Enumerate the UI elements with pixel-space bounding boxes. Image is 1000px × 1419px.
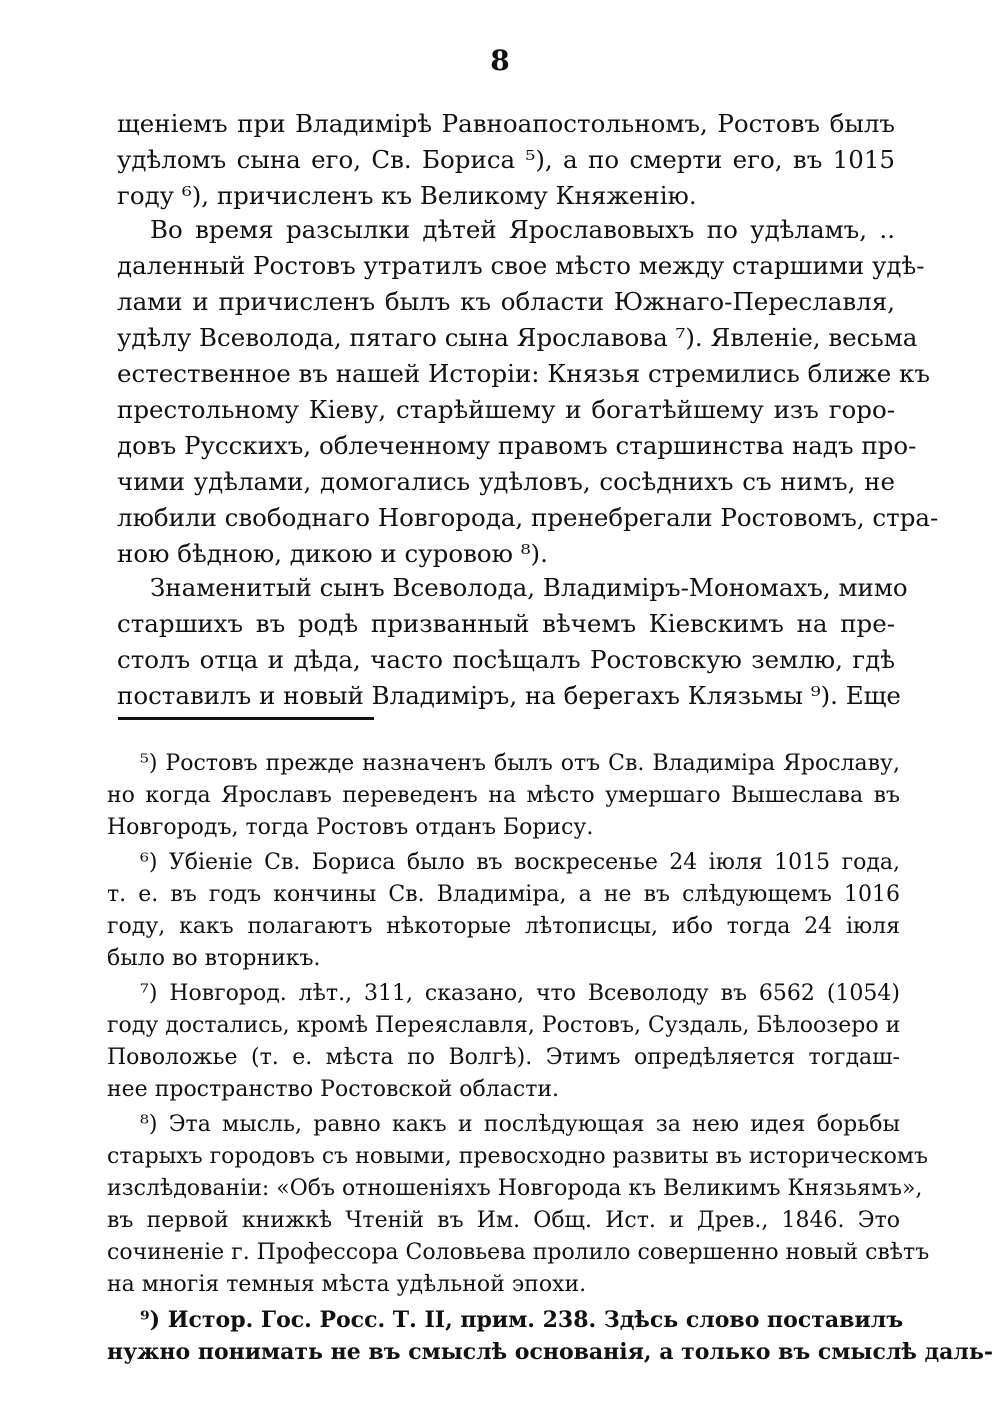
text-line: чими удѣлами, домогались удѣловъ, сосѣднихъ съ нимъ, не [117,467,895,496]
text-line: любили свободнаго Новгорода, пренебрегали Ростовомъ, стра- [117,503,939,532]
footnote-line: Поволожье (т. е. мѣста по Волгѣ). Этимъ опредѣляется тогдаш- [107,1045,900,1070]
text-line: Знаменитый сынъ Всеволода, Владимiръ-Мономахъ, мимо [150,573,908,602]
footnote-line: старыхъ городовъ съ новыми, превосходно развиты въ историческомъ [107,1144,928,1169]
text-line: лами и причисленъ былъ къ области Южнаго-Переславля, [117,287,895,316]
footnote-line: году достались, кромѣ Переяславля, Ростовъ, Суздаль, Бѣлоозеро и [107,1013,901,1038]
footnote-separator [118,717,374,720]
footnote-line: ⁹) Истор. Гос. Росс. Т. II, прим. 238. Здѣсь слово поставилъ [140,1307,904,1333]
text-line: столъ отца и дѣда, часто посѣщалъ Ростовскую землю, гдѣ [117,645,895,674]
footnote-line: ⁸) Эта мысль, равно какъ и послѣдующая за нею идея борьбы [140,1112,900,1137]
page-number: 8 [490,44,510,77]
text-line: году ⁶), причисленъ къ Великому Княженiю. [117,181,697,210]
text-line: даленный Ростовъ утратилъ свое мѣсто между старшими удѣ- [117,251,925,280]
footnote-line: ⁶) Убiенiе Св. Бориса было въ воскресенье 24 iюля 1015 года, [140,850,900,875]
text-line: поставилъ и новый Владимiръ, на берегахъ Клязьмы ⁹). Еще [117,681,901,710]
footnote-line: ⁷) Новгород. лѣт., 311, сказано, что Всеволоду въ 6562 (1054) [140,981,900,1006]
footnote-line: было во вторникъ. [107,946,321,971]
text-line: старшихъ въ родѣ призванный вѣчемъ Кiевскимъ на пре- [117,609,895,638]
footnote-line: въ первой книжкѣ Чтенiй въ Им. Общ. Ист. и Древ., 1846. Это [107,1208,900,1233]
footnote-line: ⁵) Ростовъ прежде назначенъ былъ отъ Св. Владимiра Ярославу, [140,751,900,776]
footnote-line: но когда Ярославъ переведенъ на мѣсто умершаго Вышеслава въ [107,783,900,808]
text-line: удѣломъ сына его, Св. Бориса ⁵), а по смерти его, въ 1015 [117,145,895,174]
text-line: Во время разсылки дѣтей Ярославовыхъ по удѣламъ, .. [150,215,895,244]
text-line: довъ Русскихъ, облеченному правомъ старшинства надъ про- [117,431,917,460]
text-line: ною бѣдною, дикою и суровою ⁸). [117,539,548,568]
footnote-line: на многiя темныя мѣста удѣльной эпохи. [107,1272,587,1297]
text-line: престольному Кiеву, старѣйшему и богатѣйшему изъ горо- [117,395,895,424]
footnote-line: нее пространство Ростовской области. [107,1077,560,1102]
footnote-line: т. е. въ годъ кончины Св. Владимiра, а не въ слѣдующемъ 1016 [107,882,900,907]
footnote-line: сочиненiе г. Профессора Соловьева пролило совершенно новый свѣтъ [107,1240,930,1265]
footnote-line: изслѣдованiи: «Объ отношенiяхъ Новгорода къ Великимъ Князьямъ», [107,1176,923,1201]
text-line: удѣлу Всеволода, пятаго сына Ярославова ⁷). Явленiе, весьма [117,323,918,352]
text-line: естественное въ нашей Исторiи: Князья стремились ближе къ [117,359,930,388]
footnote-line: нужно понимать не въ смыслѣ основанiя, а только въ смыслѣ даль- [107,1339,994,1365]
footnote-line: Новгородъ, тогда Ростовъ отданъ Борису. [107,815,594,840]
text-line: щенiемъ при Владимiрѣ Равноапостольномъ, Ростовъ былъ [117,109,895,138]
footnote-line: году, какъ полагаютъ нѣкоторые лѣтописцы, ибо тогда 24 iюля [107,914,900,939]
